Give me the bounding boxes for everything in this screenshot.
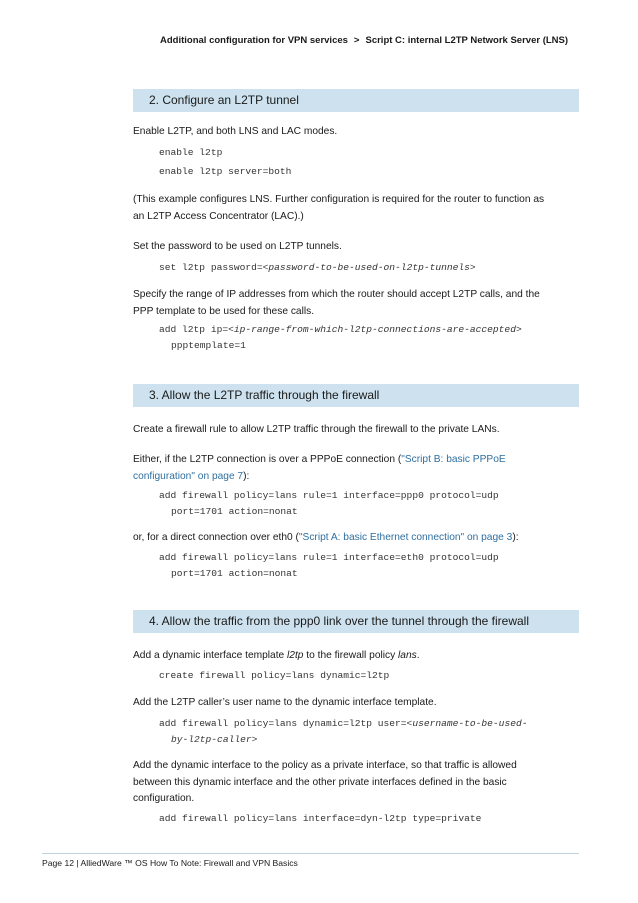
para-text: ): <box>512 532 519 543</box>
footer-divider <box>42 853 579 854</box>
section-3-code-2 <box>159 550 589 582</box>
para-emphasis: l2tp <box>287 650 304 661</box>
section-2-code-3 <box>159 322 589 354</box>
section-3-heading: 3. Allow the L2TP traffic through the firewall <box>149 388 380 402</box>
section-4-para-2: Add the L2TP caller’s user name to the dynamic interface template. <box>133 697 437 708</box>
section-3-para-1: Create a firewall rule to allow L2TP traffic through the firewall to the private LANs. <box>133 424 500 435</box>
code-variable: username-to-be-used- <box>412 718 528 729</box>
code-variable: by-l2tp-caller <box>171 734 252 745</box>
para-text: ): <box>243 470 250 482</box>
section-3-code-1 <box>159 488 589 520</box>
script-b-link-cont[interactable]: configuration" on page 7 <box>133 470 244 482</box>
section-3-bar <box>133 384 579 407</box>
para-text: or, for a direct connection over eth0 ( <box>133 532 299 543</box>
code-line: ppptemplate=1 <box>171 340 246 351</box>
section-2-bar <box>133 89 579 112</box>
code-text: set l2tp password=< <box>159 262 269 273</box>
section-3-para-2 <box>133 452 581 485</box>
section-2-code-1 <box>159 145 589 180</box>
para-text: Either, if the L2TP connection is over a PPPoE connection ( <box>133 454 402 465</box>
para-line: an L2TP Access Concentrator (LAC).) <box>133 210 304 222</box>
code-line <box>159 322 589 338</box>
code-line <box>159 732 589 748</box>
page-footer: Page 12 | AlliedWare ™ OS How To Note: Firewall and VPN Basics <box>42 858 298 868</box>
code-text: > <box>515 324 522 335</box>
code-text: add l2tp ip=< <box>159 324 234 335</box>
section-2-para-2 <box>133 192 581 225</box>
script-b-link[interactable]: "Script B: basic PPPoE <box>401 454 506 465</box>
code-variable: ip-range-from-which-l2tp-connections-are-accepted <box>233 324 516 335</box>
section-4-code-1: create firewall policy=lans dynamic=l2tp <box>159 670 390 681</box>
para-line: (This example configures LNS. Further configuration is required for the router to function as <box>133 194 545 205</box>
section-4-para-1 <box>133 648 581 665</box>
code-line: enable l2tp server=both <box>159 166 292 177</box>
para-text: to the firewall policy <box>303 650 399 661</box>
para-line <box>133 452 581 469</box>
code-text: > <box>251 734 258 745</box>
section-2-para-3: Set the password to be used on L2TP tunnels. <box>133 241 342 252</box>
code-line: port=1701 action=nonat <box>171 506 298 517</box>
section-4-code-3: add firewall policy=lans interface=dyn-l2tp type=private <box>159 813 482 824</box>
code-text: add firewall policy=lans dynamic=l2tp user=< <box>159 718 413 729</box>
header-left: Additional configuration for VPN services <box>160 35 348 46</box>
code-line: port=1701 action=nonat <box>171 568 298 579</box>
code-text: > <box>469 262 476 273</box>
section-2-heading: 2. Configure an L2TP tunnel <box>149 93 299 107</box>
script-a-link[interactable]: "Script A: basic Ethernet connection" on page 3 <box>298 532 513 543</box>
section-4-bar <box>133 610 579 633</box>
para-line: Add the dynamic interface to the policy as a private interface, so that traffic is allowed <box>133 760 517 771</box>
page-header <box>160 35 600 46</box>
para-line: Specify the range of IP addresses from which the router should accept L2TP calls, and the <box>133 289 540 300</box>
para-emphasis: lans <box>398 650 417 661</box>
code-line: add firewall policy=lans rule=1 interface=ppp0 protocol=udp <box>159 490 499 501</box>
section-2-code-2 <box>159 260 589 276</box>
section-4-para-3 <box>133 758 581 808</box>
section-4-code-2 <box>159 716 589 748</box>
code-line: add firewall policy=lans rule=1 interface=eth0 protocol=udp <box>159 552 499 563</box>
para-line: between this dynamic interface and the other private interfaces defined in the basic <box>133 776 507 788</box>
section-4-heading: 4. Allow the traffic from the ppp0 link over the tunnel through the firewall <box>149 614 529 628</box>
header-separator: > <box>353 35 360 46</box>
section-2-para-1: Enable L2TP, and both LNS and LAC modes. <box>133 126 338 137</box>
section-3-para-3 <box>133 530 581 547</box>
para-text: . <box>416 650 420 661</box>
code-line <box>159 716 589 732</box>
code-variable: password-to-be-used-on-l2tp-tunnels <box>268 262 470 273</box>
section-2-para-4 <box>133 287 581 320</box>
code-line: enable l2tp <box>159 147 223 158</box>
header-right: Script C: internal L2TP Network Server (LNS) <box>365 35 569 46</box>
para-line <box>133 469 581 486</box>
para-line: PPP template to be used for these calls. <box>133 305 315 317</box>
para-line: configuration. <box>133 793 195 804</box>
para-text: Add a dynamic interface template <box>133 650 288 661</box>
